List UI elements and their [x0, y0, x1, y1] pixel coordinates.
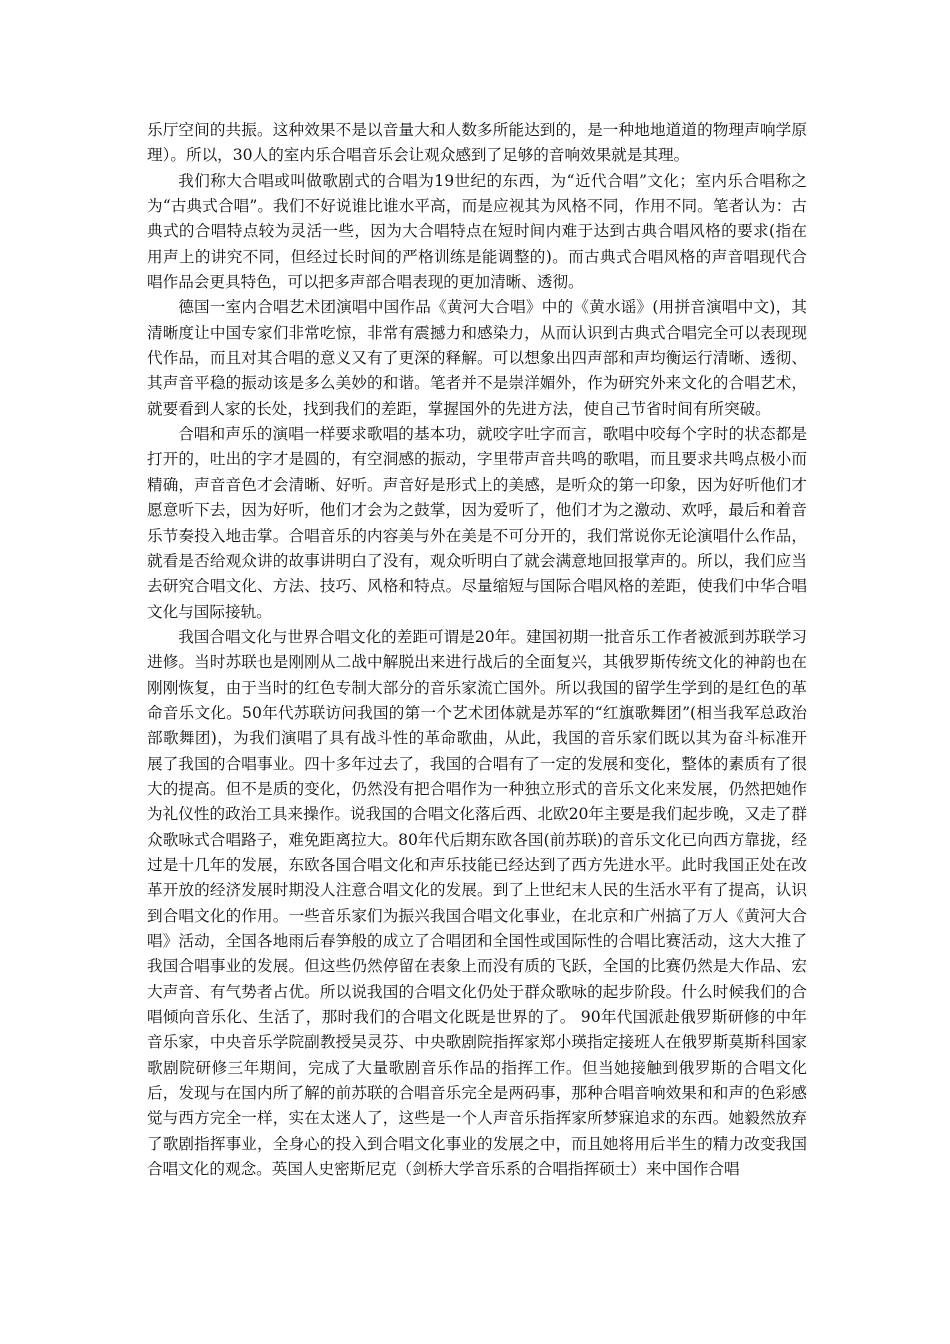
paragraph-2: 我们称大合唱或叫做歌剧式的合唱为19世纪的东西，为“近代合唱”文化；室内乐合唱称之为“古典式合唱”。我们不好说谁比谁水平高，而是应视其为风格不同，作用不同。笔者认为：古典式的合唱特点较为灵活一些，因为大合唱特点在短时间内难于达到古典合唱风格的要求(指在用声上的讲究不同，但经过长时间的严格训练是能调整的)。而古典式合唱风格的声音唱现代合唱作品会更具特色，可以把多声部合唱表现的更加清晰、透彻。: [147, 171, 807, 292]
paragraph-1: 乐厅空间的共振。这种效果不是以音量大和人数多所能达到的，是一种地地道道的物理声响学原理）。所以，30人的室内乐合唱音乐会让观众感到了足够的音响效果就是其理。: [147, 121, 807, 165]
paragraph-4: 合唱和声乐的演唱一样要求歌唱的基本功，就咬字吐字而言，歌唱中咬每个字时的状态都是打开的，吐出的字才是圆的，有空洞感的振动，字里带声音共鸣的歌唱，而且要求共鸣点极小而精确，声音音色才会清晰、好听。声音好是形式上的美感，是听众的第一印象，因为好听他们才愿意听下去，因为好听，他们才会为之鼓掌，因为爱听了，他们才为之激动、欢呼，最后和着音乐节奏投入地击掌。合唱音乐的内容美与外在美是不可分开的，我们常说你无论演唱什么作品，就看是否给观众讲的故事讲明白了没有，观众听明白了就会满意地回报掌声的。所以，我们应当去研究合唱文化、方法、技巧、风格和特点。尽量缩短与国际合唱风格的差距，使我们中华合唱文化与国际接轨。: [147, 425, 807, 621]
paragraph-5: 我国合唱文化与世界合唱文化的差距可谓是20年。建国初期一批音乐工作者被派到苏联学习进修。当时苏联也是刚刚从二战中解脱出来进行战后的全面复兴，其俄罗斯传统文化的神韵也在刚刚恢复，由于当时的红色专制大部分的音乐家流亡国外。所以我国的留学生学到的是红色的革命音乐文化。50年代苏联访问我国的第一个艺术团体就是苏军的“红旗歌舞团”(相当我军总政治部歌舞团)，为我们演唱了具有战斗性的革命歌曲，从此，我国的音乐家们既以其为奋斗标准开展了我国的合唱事业。四十多年过去了，我国的合唱有了一定的发展和变化，整体的素质有了很大的提高。但不是质的变化，仍然没有把合唱作为一种独立形式的音乐文化来发展，仍然把她作为礼仪性的政治工具来操作。说我国的合唱文化落后西、北欧20年主要是我们起步晚，又走了群众歌咏式合唱路子，难免距离拉大。80年代后期东欧各国(前苏联)的音乐文化已向西方靠拢，经过是十几年的发展，东欧各国合唱文化和声乐技能已经达到了西方先进水平。此时我国正处在改革开放的经济发展时期没人注意合唱文化的发展。到了上世纪末人民的生活水平有了提高，认识到合唱文化的作用。一些音乐家们为振兴我国合唱文化事业，在北京和广州搞了万人《黄河大合唱》活动，全国各地雨后春笋般的成立了合唱团和全国性或国际性的合唱比赛活动，这大大推了我国合唱事业的发展。但这些仍然停留在表象上而没有质的飞跃，全国的比赛仍然是大作品、宏大声音、有气势者占优。所以说我国的合唱文化仍处于群众歌咏的起步阶段。什么时候我们的合唱倾向音乐化、生活了，那时我们的合唱文化既是世界的了。 90年代国派赴俄罗斯研修的中年音乐家，中央音乐学院副教授吴灵芬、中央歌剧院指挥家郑小瑛指定接班人在俄罗斯莫斯科国家歌剧院研修三年期间，完成了大量歌剧音乐作品的指挥工作。但当她接触到俄罗斯的合唱文化后，发现与在国内所了解的前苏联的合唱音乐完全是两码事，那种合唱音响效果和和声的色彩感觉与西方完全一样，实在太迷人了，这些是一个人声音乐指挥家所梦寐追求的东西。她毅然放弃了歌剧指挥事业，全身心的投入到合唱文化事业的发展之中，而且她将用后半生的精力改变我国合唱文化的观念。英国人史密斯尼克（剑桥大学音乐系的合唱指挥硕士）来中国作合唱: [147, 627, 807, 1179]
paragraph-3: 德国一室内合唱艺术团演唱中国作品《黄河大合唱》中的《黄水谣》(用拼音演唱中文)，其清晰度让中国专家们非常吃惊，非常有震撼力和感染力，从而认识到古典式合唱完全可以表现现代作品，而且对其合唱的意义又有了更深的释解。可以想象出四声部和声均衡运行清晰、透彻、其声音平稳的振动该是多么美妙的和谐。笔者并不是崇洋媚外，作为研究外来文化的合唱艺术，就要看到人家的长处，找到我们的差距，掌握国外的先进方法，使自己节省时间有所突破。: [147, 298, 807, 418]
document-body: [147, 118, 807, 1182]
